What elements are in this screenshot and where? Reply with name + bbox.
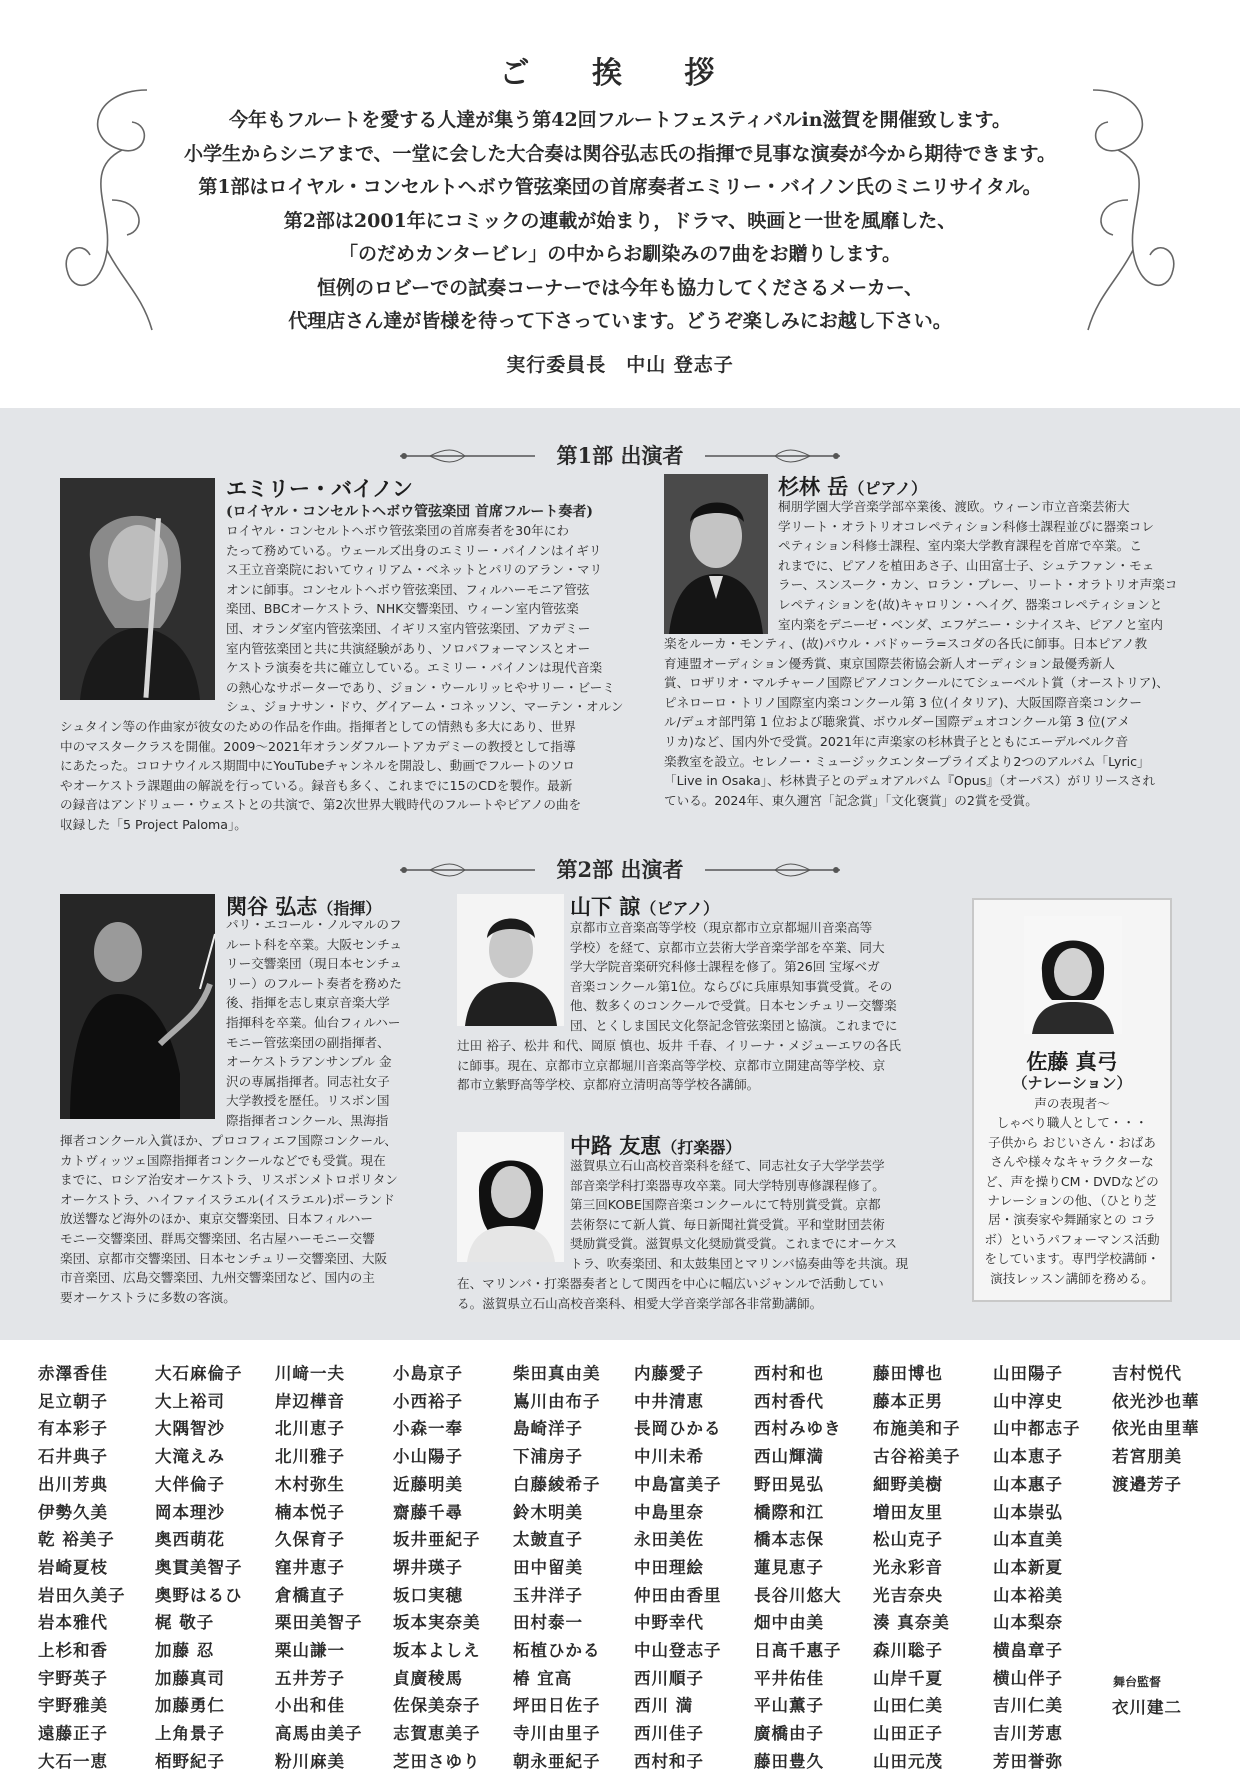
bio-line: 楽団、BBCオーケストラ、NHK交響楽団、ウィーン室内管弦楽 (226, 601, 579, 617)
bio-line: パリ・エコール・ノルマルのフ (226, 917, 402, 932)
member-name: 奥貫美智子 (155, 1557, 243, 1577)
member-name: 大石一恵 (38, 1751, 108, 1771)
bio-line: ロイヤル・コンセルトヘボウ管弦楽団の首席奏者を30年にわ (226, 523, 569, 538)
member-name: 布施美和子 (873, 1419, 961, 1439)
member-name: 坂井亜紀子 (393, 1530, 481, 1550)
member-name: 加藤真司 (155, 1668, 225, 1688)
member-name: 石井典子 (38, 1447, 108, 1467)
bio-line: 室内楽をデニーゼ・ベンダ、エフゲニー・シナイスキ、ピアノと室内 (778, 616, 1163, 632)
member-name: 西川佳子 (634, 1724, 704, 1744)
bio-line: オーケストラ、ハイファイスラエル(イスラエル)ポーランド (60, 1191, 395, 1207)
bio-line: 市音楽団、広島交響楽団、九州交響楽団など、国内の主 (60, 1270, 375, 1286)
member-name: 依光由里華 (1112, 1419, 1200, 1439)
member-name: 大隅智沙 (155, 1419, 225, 1439)
member-name: 渡邉芳子 (1112, 1474, 1182, 1494)
member-name: 日髙千惠子 (754, 1641, 842, 1661)
member-name: 吉川仁美 (993, 1696, 1063, 1716)
member-column (873, 1360, 961, 1776)
member-name: 西村香代 (754, 1391, 824, 1411)
bio-line: 楽教室を設立。セレノー・ミュージックエンタープライズより2つのアルバム「Lyric」 (664, 753, 1150, 769)
member-name: 西村みゆき (754, 1419, 842, 1439)
member-name: 久保育子 (275, 1530, 345, 1550)
bio-line: にあたった。コロナウイルス期間中にYouTubeチャンネルを開設し、動画でフルートのソロ (60, 758, 575, 774)
bio-line: モニー交響楽団、群馬交響楽団、名古屋ハーモニー交響 (60, 1230, 375, 1246)
member-name: 西川 満 (634, 1696, 694, 1716)
yamashita-bio-wide (457, 1036, 960, 1095)
member-name: 粉川麻美 (275, 1751, 345, 1771)
sugibayashi-role: （ピアノ） (848, 479, 928, 498)
yamashita-role: （ピアノ） (640, 899, 720, 918)
bio-line: リー）のフルート奏者を務めた (226, 975, 402, 991)
bio-line: ルート科を卒業。大阪センチュ (226, 936, 402, 952)
emily-name: エミリー・バイノン (226, 476, 413, 501)
bio-line: ス王立音楽院においてウィリアム・ベネットとパリのアラン・マリ (226, 562, 603, 578)
bio-line: 育連盟オーディション優秀賞、東京国際芸術協会新人オーディション最優秀新人 (664, 655, 1115, 671)
bio-line: 要オーケストラに多数の客演。 (60, 1289, 236, 1305)
member-name: 奥野はるひ (155, 1585, 243, 1605)
greeting-line: 第2部は2001年にコミックの連載が始まり，ドラマ、映画と一世を風靡した、 (283, 209, 957, 232)
member-name: 白藤綾希子 (513, 1474, 601, 1494)
bio-line: 辻田 裕子、松井 和代、岡原 慎也、坂井 千春、イリーナ・メジューエワの各氏 (457, 1038, 901, 1053)
greeting-line: 恒例のロビーでの試奏コーナーでは今年も協力してくださるメーカー、 (316, 276, 924, 299)
bio-line: に師事。現在、京都市立京都堀川音楽高等学校、京都市立開建高等学校、京 (457, 1057, 886, 1073)
member-name: 中山登志子 (634, 1641, 722, 1661)
nakaji-bio-wide (457, 1274, 960, 1313)
member-name: 畑中由美 (754, 1613, 824, 1633)
member-column (393, 1360, 481, 1776)
bio-line: オンに師事。コンセルトヘボウ管弦楽団、フィルハーモニア管弦 (226, 581, 590, 597)
bio-line: ペティション科修士課程、室内楽大学教育課程を首席で卒業。こ (778, 538, 1142, 554)
member-name: 野田晃弘 (754, 1474, 824, 1494)
member-name: 栗田美智子 (275, 1613, 363, 1633)
member-name: 西村和也 (754, 1364, 824, 1383)
greeting-line: 今年もフルートを愛する人達が集う第42回フルートフェスティバルin滋賀を開催致します。 (228, 109, 1011, 131)
member-name: 細野美樹 (873, 1474, 943, 1494)
sugibayashi-photo (664, 474, 768, 634)
members-list (0, 1340, 1240, 1771)
member-name: 佐保美奈子 (393, 1696, 481, 1716)
bio-line: 楽をルーカ・モンティ、(故)パウル・バドゥーラ=スコダの各氏に師事。日本ピアノ教 (664, 636, 1148, 651)
bio-line: 団、とくしま国民文化祭記念管弦楽団と協演。これまでに (570, 1017, 898, 1033)
member-name: 楠本悦子 (275, 1502, 345, 1522)
member-name: 有本彩子 (38, 1419, 108, 1439)
member-name: 山岸千夏 (873, 1668, 943, 1688)
nakaji-photo (457, 1132, 564, 1262)
bio-line: リカ)など、国内外で受賞。2021年に声楽家の杉林貴子とともにエーデルベルク音 (664, 733, 1129, 749)
member-name: 仲田由香里 (634, 1585, 722, 1605)
bio-line: ケストラ演奏を共に確立している。エミリー・バイノンは現代音楽 (226, 660, 603, 676)
member-name: 高馬由美子 (275, 1724, 363, 1744)
bio-line: 沢の専属指揮者。同志社女子 (226, 1073, 390, 1089)
member-name: 橋本志保 (754, 1530, 824, 1550)
bio-line: 居・演奏家や舞踊家との コラ (988, 1212, 1156, 1228)
sekiya-photo (60, 894, 215, 1119)
stage-manager-label: 舞台監督 (1113, 1675, 1162, 1689)
member-name: 小西裕子 (393, 1391, 463, 1411)
member-name: 藤田豊久 (754, 1751, 824, 1771)
member-column (754, 1360, 842, 1776)
bio-line: 演技レッスン講師を務める。 (990, 1270, 1154, 1286)
member-name: 嶌川由布子 (513, 1391, 601, 1411)
member-name: 奥西萌花 (155, 1530, 225, 1550)
bio-line: 桐朋学園大学音楽学部卒業後、渡欧。ウィーン市立音楽芸術大 (778, 499, 1130, 514)
sato-bio (974, 1094, 1170, 1288)
member-name: 坪田日佐子 (513, 1696, 601, 1716)
bio-line: 賞、ロザリオ・マルチャーノ国際ピアノコンクールにてシューベルト賞（オーストリア)、 (664, 675, 1169, 691)
emily-bio-narrow (226, 521, 626, 717)
member-name: 中田理絵 (634, 1557, 704, 1577)
bio-line: 収録した「5 Project Paloma」。 (60, 816, 247, 832)
member-column (155, 1360, 243, 1776)
bio-line: 室内管弦楽団と共に共演経験があり、ソロパフォーマンスとオー (226, 640, 591, 656)
member-name: 大石麻倫子 (155, 1364, 243, 1383)
yamashita-name: 山下 諒 (570, 894, 641, 919)
yamashita-bio-narrow (570, 918, 960, 1036)
member-name: 山田正子 (873, 1724, 943, 1744)
bio-line: カトヴィッツェ国際指揮者コンクールなどでも受賞。現在 (60, 1152, 386, 1168)
nakaji-role: （打楽器） (661, 1138, 742, 1157)
member-name: 山田陽子 (993, 1364, 1063, 1383)
bio-line: 際指揮者コンクール、黒海指 (226, 1112, 389, 1128)
bio-line: 京都市立音楽高等学校（現京都市立京都堀川音楽高等 (570, 920, 873, 935)
bio-line: 滋賀県立石山高校音楽科を経て、同志社女子大学学芸学 (570, 1158, 885, 1173)
bio-line: リー交響楽団（現日本センチュ (226, 956, 402, 972)
member-name: 岩本雅代 (38, 1613, 108, 1633)
member-name: 倉橋直子 (275, 1585, 345, 1605)
greeting-line: 代理店さん達が皆様を待って下さっています。どうぞ楽しみにお越し下さい。 (288, 310, 952, 332)
member-name: 古谷裕美子 (873, 1447, 961, 1467)
member-name: 宇野英子 (38, 1668, 108, 1688)
bio-line: 楽団、京都市交響楽団、日本センチュリー交響楽団、大阪 (60, 1250, 388, 1266)
bio-line: 指揮科を卒業。仙台フィルハー (226, 1014, 401, 1030)
bio-line: の熱心なサポーターであり、ジョン・ウールリッヒやサリー・ビーミ (226, 679, 615, 695)
bio-line: までに、ロシア治安オーケストラ、リスボンメトロポリタン (60, 1172, 398, 1188)
member-name: 山中都志子 (993, 1419, 1081, 1439)
member-name: 栗山謙一 (275, 1641, 345, 1661)
member-name: 大上裕司 (155, 1391, 225, 1411)
member-name: 北川雅子 (275, 1447, 345, 1467)
bio-line: 中のマスタークラスを開催。2009～2021年オランダフルートアカデミーの教授として指導 (60, 738, 576, 754)
member-name: 遠藤正子 (38, 1724, 108, 1744)
sekiya-name: 関谷 弘志 (226, 894, 318, 919)
member-name: 藤田博也 (873, 1364, 943, 1383)
bio-line: 音楽コンクール第1位。ならびに兵庫県知事賞受賞。その (570, 978, 893, 994)
member-name: 岸辺樺音 (275, 1391, 345, 1411)
bio-line: シュタイン等の作曲家が彼女のための作品を作曲。指揮者としての情熱も多大にあり、世界 (60, 719, 576, 734)
bio-line: やオーケストラ課題曲の解説を行っている。録音も多く、これまでに15のCDを製作。最新 (60, 777, 573, 793)
member-name: 近藤明美 (393, 1474, 463, 1494)
member-name: 木村弥生 (275, 1474, 345, 1494)
member-name: 下浦房子 (513, 1447, 583, 1467)
member-name: 坂口実穂 (393, 1585, 463, 1605)
bio-line: 「Live in Osaka」、杉林貴子とのデュオアルバム『Opus』（オーパス）がリリースされ (664, 773, 1156, 789)
bio-line: 奨励賞受賞。滋賀県文化奨励賞受賞。これまでにオーケス (570, 1236, 897, 1252)
bio-line: さんや様々なキャラクターな (990, 1154, 1154, 1170)
member-name: 藤本正男 (873, 1391, 943, 1411)
sato-role: （ナレーション） (1012, 1074, 1132, 1092)
greeting-title: ご 挨 拶 (499, 56, 741, 91)
bio-line: 学大学院音楽研究科修士課程を修了。第26回 宝塚ベガ (570, 959, 880, 975)
member-name: 永田美佐 (634, 1530, 704, 1550)
sato-name: 佐藤 真弓 (1026, 1049, 1118, 1074)
member-name: 川﨑一夫 (275, 1364, 345, 1383)
bio-line: 声の表現者～ (1034, 1096, 1110, 1111)
bio-line: 後、指揮を志し東京音楽大学 (226, 995, 390, 1011)
member-column (513, 1360, 601, 1776)
member-column (38, 1360, 126, 1776)
member-name: 中島里奈 (634, 1502, 704, 1522)
member-column (1112, 1360, 1200, 1499)
bio-line: ど、声を操りCM・DVDなどの (985, 1173, 1159, 1189)
member-name: 光永彩音 (873, 1557, 943, 1577)
member-name: 柘植ひかる (513, 1641, 601, 1661)
bio-line: ナレーションの他、（ひとり芝 (987, 1193, 1157, 1209)
bio-line: 都市立紫野高等学校、京都府立清明高等学校各講師。 (457, 1077, 760, 1093)
member-name: 光吉奈央 (873, 1585, 943, 1605)
greeting-line: 小学生からシニアまで、一堂に会した大合奏は関谷弘志氏の指揮で見事な演奏が今から期待できます。 (183, 142, 1057, 165)
bio-line: 他、数多くのコンクールで受賞。日本センチュリー交響楽 (570, 998, 897, 1014)
member-name: 貞廣稜馬 (393, 1668, 463, 1688)
member-name: 志賀恵美子 (393, 1724, 481, 1744)
member-name: 太皷直子 (513, 1530, 583, 1550)
member-name: 北川恵子 (275, 1419, 345, 1439)
emily-subtitle: (ロイヤル・コンセルトヘボウ管弦楽団 首席フルート奏者) (226, 504, 594, 520)
member-name: 平山薫子 (754, 1696, 824, 1716)
member-name: 大伴倫子 (155, 1474, 225, 1494)
bio-line: 子供から おじいさん・おばあ (988, 1134, 1156, 1150)
member-name: 西村和子 (634, 1751, 704, 1771)
bio-line: 放送響など海外のほか、東京交響楽団、日本フィルハー (60, 1211, 373, 1227)
greeting-section (0, 0, 1240, 408)
bio-line: オーケストラアンサンブル 金 (226, 1054, 392, 1070)
member-name: 足立朝子 (38, 1391, 108, 1411)
bio-line: トラ、吹奏楽団、和太鼓集団とマリンバ協奏曲等を共演。現 (570, 1255, 909, 1271)
sato-photo (1024, 916, 1122, 1034)
bio-line: 学校）を経て、京都市立芸術大学音楽学部を卒業、同大 (570, 939, 885, 955)
bio-line: る。滋賀県立石山高校音楽科、相愛大学音楽学部各非常勤講師。 (457, 1295, 823, 1311)
bio-line: モニー管弦楽団の副指揮者、 (226, 1034, 390, 1050)
member-name: 田中留美 (513, 1557, 583, 1577)
bio-line: たって務めている。ウェールズ出身のエミリー・バイノンはイギリ (226, 542, 602, 558)
member-name: 柴田真由美 (513, 1364, 601, 1383)
member-name: 内藤愛子 (634, 1364, 704, 1383)
sugibayashi-bio-wide (664, 634, 1188, 810)
member-name: 堺井瑛子 (393, 1557, 463, 1577)
sugibayashi-name: 杉林 岳 (778, 474, 849, 499)
bio-line: 芸術祭にて新人賞、毎日新聞社賞受賞。平和堂財団芸術 (570, 1216, 885, 1232)
yamashita-photo (457, 894, 564, 1026)
member-name: 齋藤千尋 (393, 1502, 463, 1522)
sekiya-bio-wide (60, 1131, 430, 1307)
member-name: 西川順子 (634, 1668, 704, 1688)
member-name: 梶 敬子 (155, 1613, 215, 1633)
member-name: 坂本よしえ (393, 1641, 481, 1661)
member-name: 大滝えみ (155, 1447, 225, 1467)
member-name: 窪井恵子 (275, 1557, 345, 1577)
bio-line: 部音楽学科打楽器専攻卒業。同大学特別専修課程修了。 (570, 1177, 885, 1193)
nakaji-bio-narrow (570, 1156, 960, 1274)
bio-line: 第三回KOBE国際音楽コンクールにて特別賞受賞。京都 (570, 1197, 881, 1213)
member-name: 山本惠子 (993, 1474, 1063, 1494)
member-name: 岩崎夏枝 (38, 1557, 108, 1577)
bio-line: ル/デュオ部門第 1 位および聴衆賞、ボウルダー国際デュオコンクール第 3 位(アメ (664, 714, 1130, 730)
bio-line: ている。2024年、東久邇宮「記念賞」「文化褒賞」の2賞を受賞。 (664, 792, 1038, 808)
bio-line: ラー、スンスーク・カン、ロラン・ブレー、リート・オラトリオ声楽コ (778, 577, 1178, 593)
member-name: 玉井洋子 (513, 1585, 583, 1605)
member-name: 中野幸代 (634, 1613, 704, 1633)
bio-line: しゃべり職人として・・・ (996, 1115, 1148, 1131)
member-name: 長谷川悠大 (754, 1585, 842, 1605)
sugibayashi-bio-narrow (778, 497, 1188, 634)
member-name: 松山克子 (873, 1530, 943, 1550)
sekiya-bio-narrow (226, 915, 426, 1131)
member-name: 中川未希 (634, 1447, 704, 1467)
member-name: 廣橋由子 (754, 1724, 824, 1744)
bio-line: ピネローロ・トリノ国際室内楽コンクール第 3 位(イタリア)、大阪国際音楽コンクー (664, 694, 1142, 710)
member-name: 依光沙也華 (1112, 1391, 1200, 1411)
bio-line: 団、オランダ室内管弦楽団、イギリス室内管弦楽団、アカデミー (226, 620, 591, 636)
bio-line: 揮者コンクール入賞ほか、プロコフィエフ国際コンクール、 (60, 1133, 398, 1148)
member-name: 山本崇弘 (993, 1502, 1063, 1522)
member-name: 若宮朋美 (1112, 1447, 1182, 1467)
member-name: 田村泰一 (513, 1613, 583, 1633)
member-column (634, 1360, 722, 1776)
sato-card (972, 898, 1172, 1302)
member-name: 乾 裕美子 (38, 1530, 115, 1550)
bio-line: 学リート・オラトリオコレペティション科修士課程並びに器楽コレ (778, 518, 1154, 534)
bio-line: をしています。専門学校講師・ (984, 1251, 1160, 1267)
part2-heading (0, 850, 1240, 890)
member-name: 坂本実奈美 (393, 1613, 481, 1633)
member-name: 芝田さゆり (393, 1751, 481, 1771)
member-name: 朝永亜紀子 (513, 1751, 601, 1771)
emily-photo (60, 478, 215, 700)
member-name: 五井芳子 (275, 1668, 345, 1688)
member-name: 加藤勇仁 (155, 1696, 225, 1716)
member-name: 山田仁美 (873, 1696, 943, 1716)
member-name: 増田友里 (873, 1502, 943, 1522)
member-name: 芳田誉弥 (993, 1751, 1063, 1771)
member-name: 小出和佳 (275, 1696, 345, 1716)
greeting-line: 「のだめカンタービレ」の中からお馴染みの7曲をお贈りします。 (339, 243, 901, 265)
member-name: 栢野紀子 (155, 1751, 225, 1771)
part1-heading-text: 第1部 出演者 (556, 443, 684, 468)
member-name: 椿 宜高 (513, 1668, 573, 1688)
yamashita-name-row (570, 891, 719, 921)
bio-line: の録音はアンドリュー・ウェストとの共演で、第2次世界大戦時代のフルートやピアノの曲を (60, 797, 582, 813)
greeting-body (0, 104, 1240, 339)
part1-heading (0, 436, 1240, 476)
member-name: 加藤 忍 (155, 1641, 215, 1661)
stage-manager-name: 衣川建二 (1112, 1698, 1182, 1717)
member-name: 湊 真奈美 (873, 1613, 950, 1633)
member-name: 橋際和江 (754, 1502, 824, 1522)
member-name: 山中淳史 (993, 1391, 1063, 1411)
member-name: 小山陽子 (393, 1447, 463, 1467)
member-name: 寺川由里子 (513, 1724, 601, 1744)
member-name: 山本恵子 (993, 1447, 1063, 1467)
bio-line: ボ）というパフォーマンス活動 (984, 1231, 1160, 1247)
member-column (275, 1360, 363, 1776)
performers-section (0, 408, 1240, 1340)
member-name: 吉村悦代 (1112, 1364, 1182, 1383)
member-name: 森川聡子 (873, 1641, 943, 1661)
bio-line: シュ、ジョナサン・ドウ、グイアーム・コネッソン、マーテン・オルン (226, 699, 624, 715)
member-name: 伊勢久美 (38, 1502, 108, 1522)
part2-heading-text: 第2部 出演者 (556, 857, 684, 882)
member-name: 上杉和香 (38, 1641, 108, 1661)
greeting-line: 第1部はロイヤル・コンセルトヘボウ管弦楽団の首席奏者エミリー・バイノン氏のミニリサイタル。 (198, 176, 1042, 198)
bio-line: 大学教授を歴任。リスボン国 (226, 1093, 390, 1109)
member-name: 宇野雅美 (38, 1696, 108, 1716)
member-name: 山本新夏 (993, 1557, 1063, 1577)
member-name: 長岡ひかる (634, 1419, 722, 1439)
member-name: 平井佑佳 (754, 1668, 824, 1688)
member-name: 西山輝満 (754, 1447, 824, 1467)
member-name: 鈴木明美 (513, 1502, 583, 1522)
member-name: 横畠章子 (993, 1641, 1063, 1661)
member-name: 上角景子 (155, 1724, 225, 1744)
member-name: 赤澤香佳 (38, 1364, 108, 1383)
member-name: 吉川芳恵 (993, 1724, 1063, 1744)
member-name: 小島京子 (393, 1364, 463, 1383)
greeting-signature: 実行委員長 中山 登志子 (506, 354, 734, 376)
member-name: 中島富美子 (634, 1474, 722, 1494)
bio-line: れまでに、ピアノを植田あさ子、山田富士子、シュテファン・モェ (778, 557, 1155, 573)
member-name: 岩田久美子 (38, 1585, 126, 1605)
sekiya-role: （指揮） (317, 899, 382, 918)
member-name: 中井清恵 (634, 1391, 704, 1411)
member-name: 小森一奉 (393, 1419, 463, 1439)
member-name: 出川芳典 (38, 1474, 108, 1494)
member-name: 山本梨奈 (993, 1613, 1063, 1633)
member-name: 横山伴子 (993, 1668, 1063, 1688)
member-name: 島崎洋子 (513, 1419, 583, 1439)
member-name: 山田元茂 (873, 1751, 943, 1771)
member-name: 山本直美 (993, 1530, 1063, 1550)
nakaji-name: 中路 友恵 (570, 1133, 662, 1158)
bio-line: 在、マリンバ・打楽器奏者として関西を中心に幅広いジャンルで活動してい (457, 1276, 884, 1291)
member-name: 岡本理沙 (155, 1502, 225, 1522)
member-name: 蓮見恵子 (754, 1557, 824, 1577)
emily-bio-wide (60, 717, 626, 835)
bio-line: レペティションを(故)キャロリン・ヘイグ、器楽コレペティションと (778, 596, 1163, 612)
member-name: 山本裕美 (993, 1585, 1063, 1605)
member-column (993, 1360, 1081, 1776)
